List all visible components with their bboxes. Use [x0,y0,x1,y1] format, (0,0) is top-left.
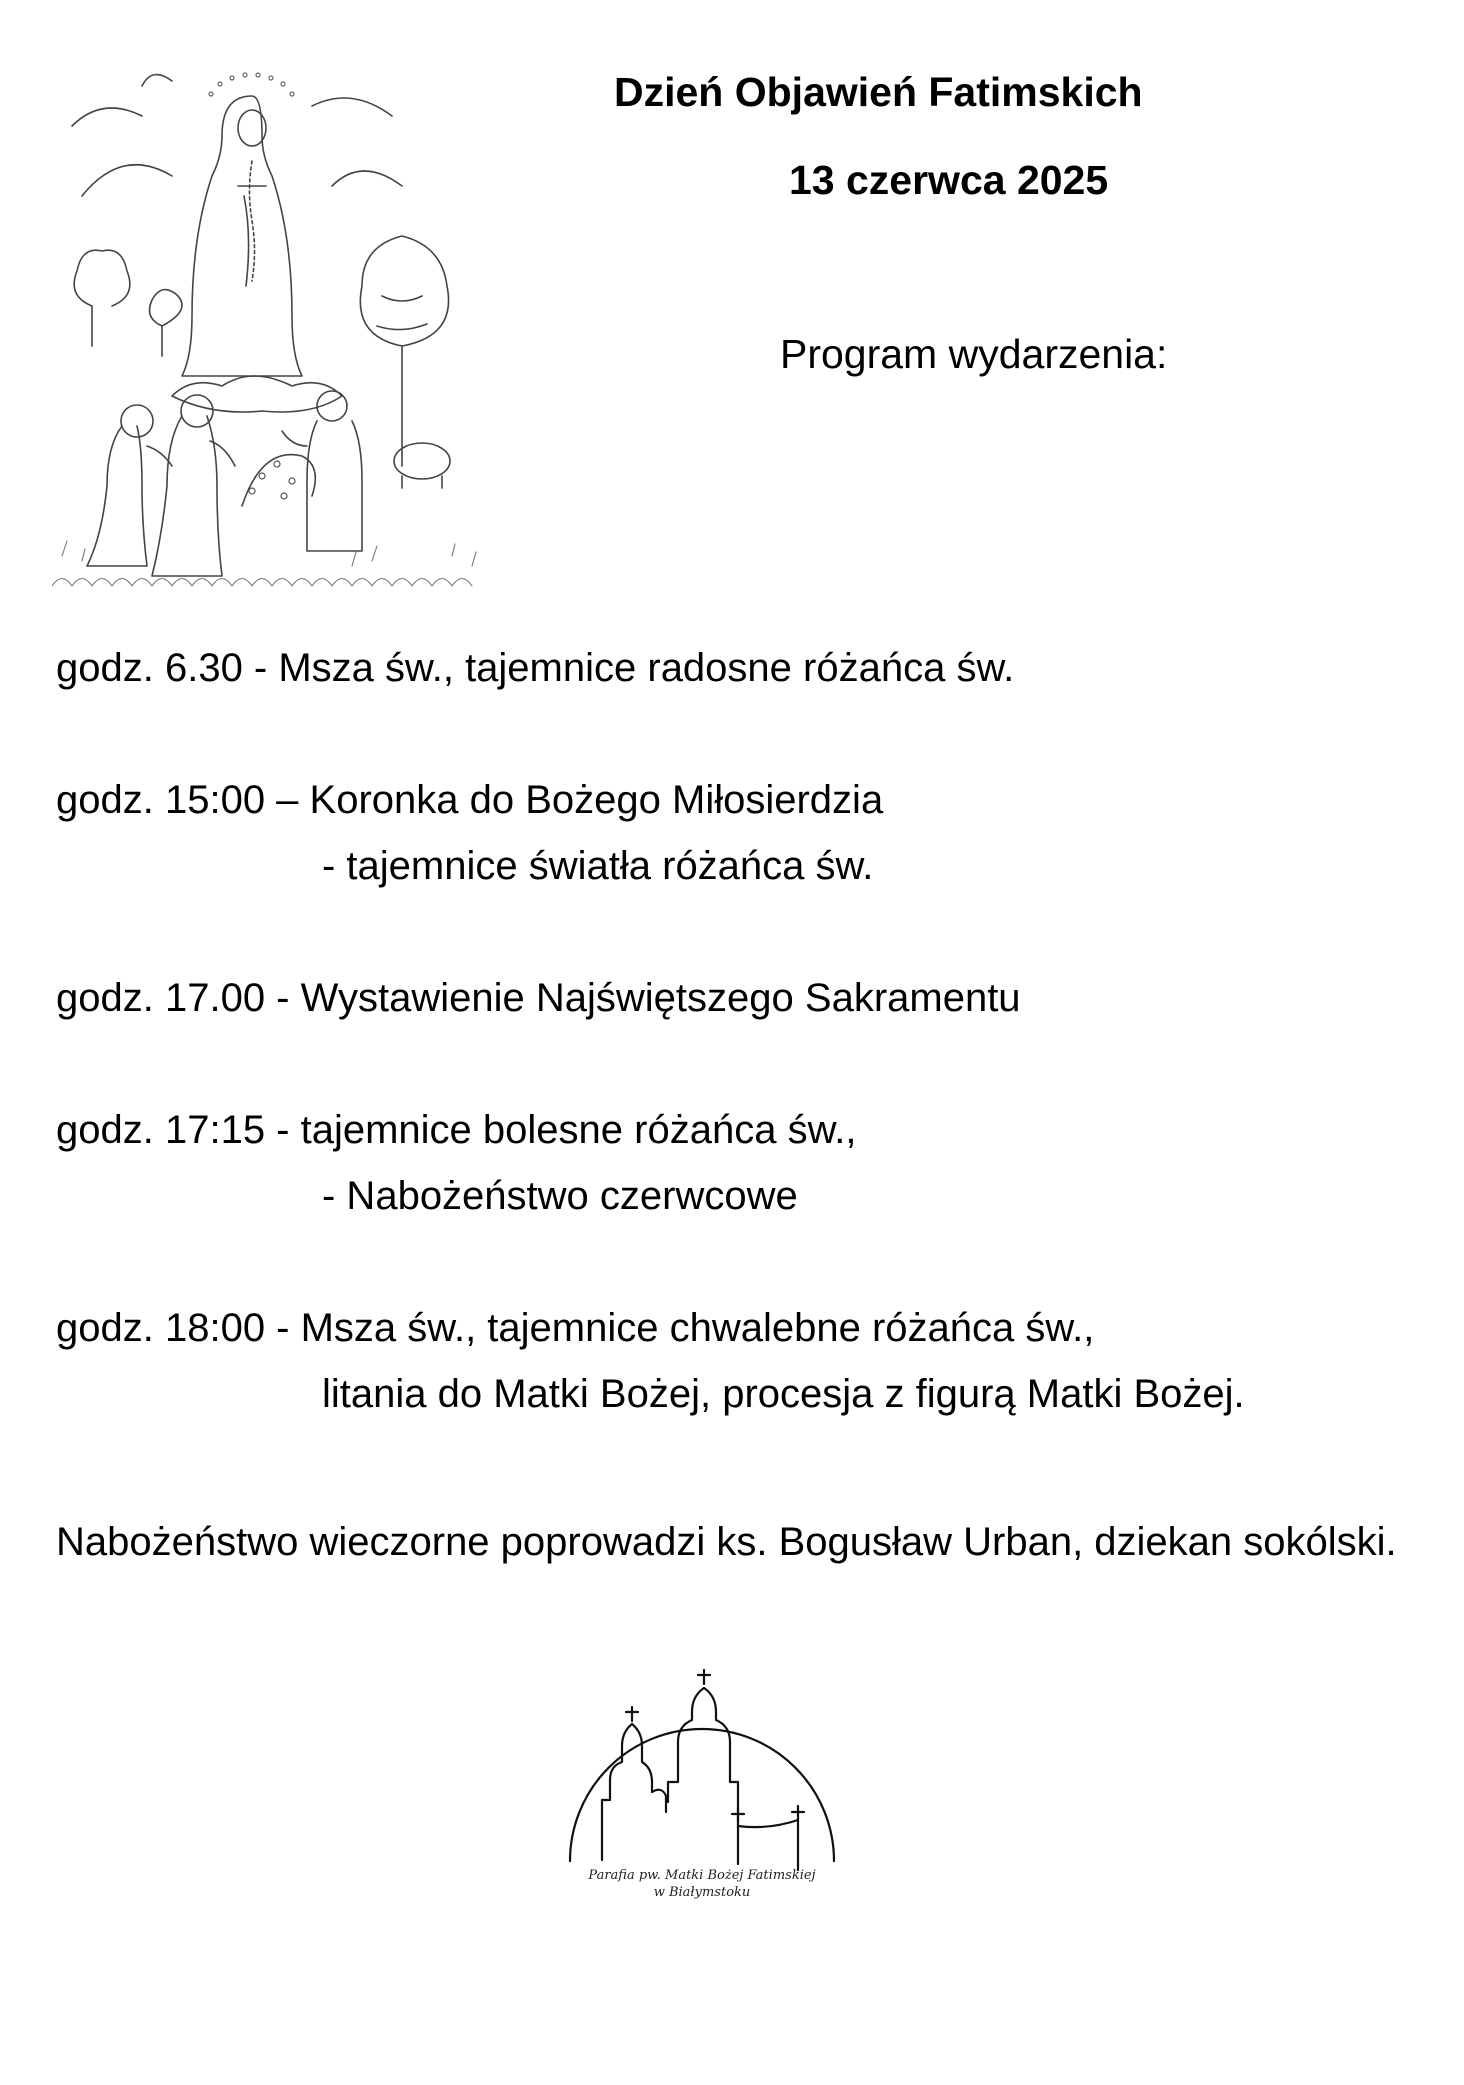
schedule-entry-1715 [56,1097,1416,1229]
schedule-list [56,635,1416,1493]
event-date: 13 czerwca 2025 [789,157,1109,203]
schedule-entry-line: godz. 6.30 - Msza św., tajemnice radosne różańca św. [56,646,1015,690]
schedule-entry-continuation: - tajemnice światła różańca św. [322,844,874,888]
fatima-illustration [52,66,484,606]
fatima-apparition-icon [52,66,484,606]
schedule-entry-0630 [56,635,1416,701]
schedule-entry-line: godz. 17.00 - Wystawienie Najświętszego Sakramentu [56,976,1021,1020]
schedule-entry-continuation: - Nabożeństwo czerwcowe [322,1174,798,1218]
schedule-entry-line: godz. 18:00 - Msza św., tajemnice chwalebne różańca św., [56,1306,1095,1350]
schedule-entry-1500 [56,767,1416,899]
schedule-entry-1800 [56,1295,1416,1427]
parish-logo-text-line2: w Białymstoku [653,1885,751,1900]
schedule-entry-line: godz. 17:15 - tajemnice bolesne różańca św., [56,1108,857,1152]
page-title: Dzień Objawień Fatimskich [614,69,1143,115]
schedule-entry-continuation: litania do Matki Bożej, procesja z figurą Matki Bożej. [322,1372,1245,1416]
church-logo-icon [552,1646,852,1926]
celebrant-note: Nabożeństwo wieczorne poprowadzi ks. Bogusław Urban, dziekan sokólski. [56,1520,1397,1564]
schedule-entry-1700 [56,965,1416,1031]
schedule-entry-line: godz. 15:00 – Koronka do Bożego Miłosierdzia [56,778,884,822]
program-label: Program wydarzenia: [780,331,1168,377]
halo-stars [209,73,294,96]
parish-logo [552,1646,852,1926]
parish-logo-text-line1: Parafia pw. Matki Bożej Fatimskiej [588,1868,816,1883]
